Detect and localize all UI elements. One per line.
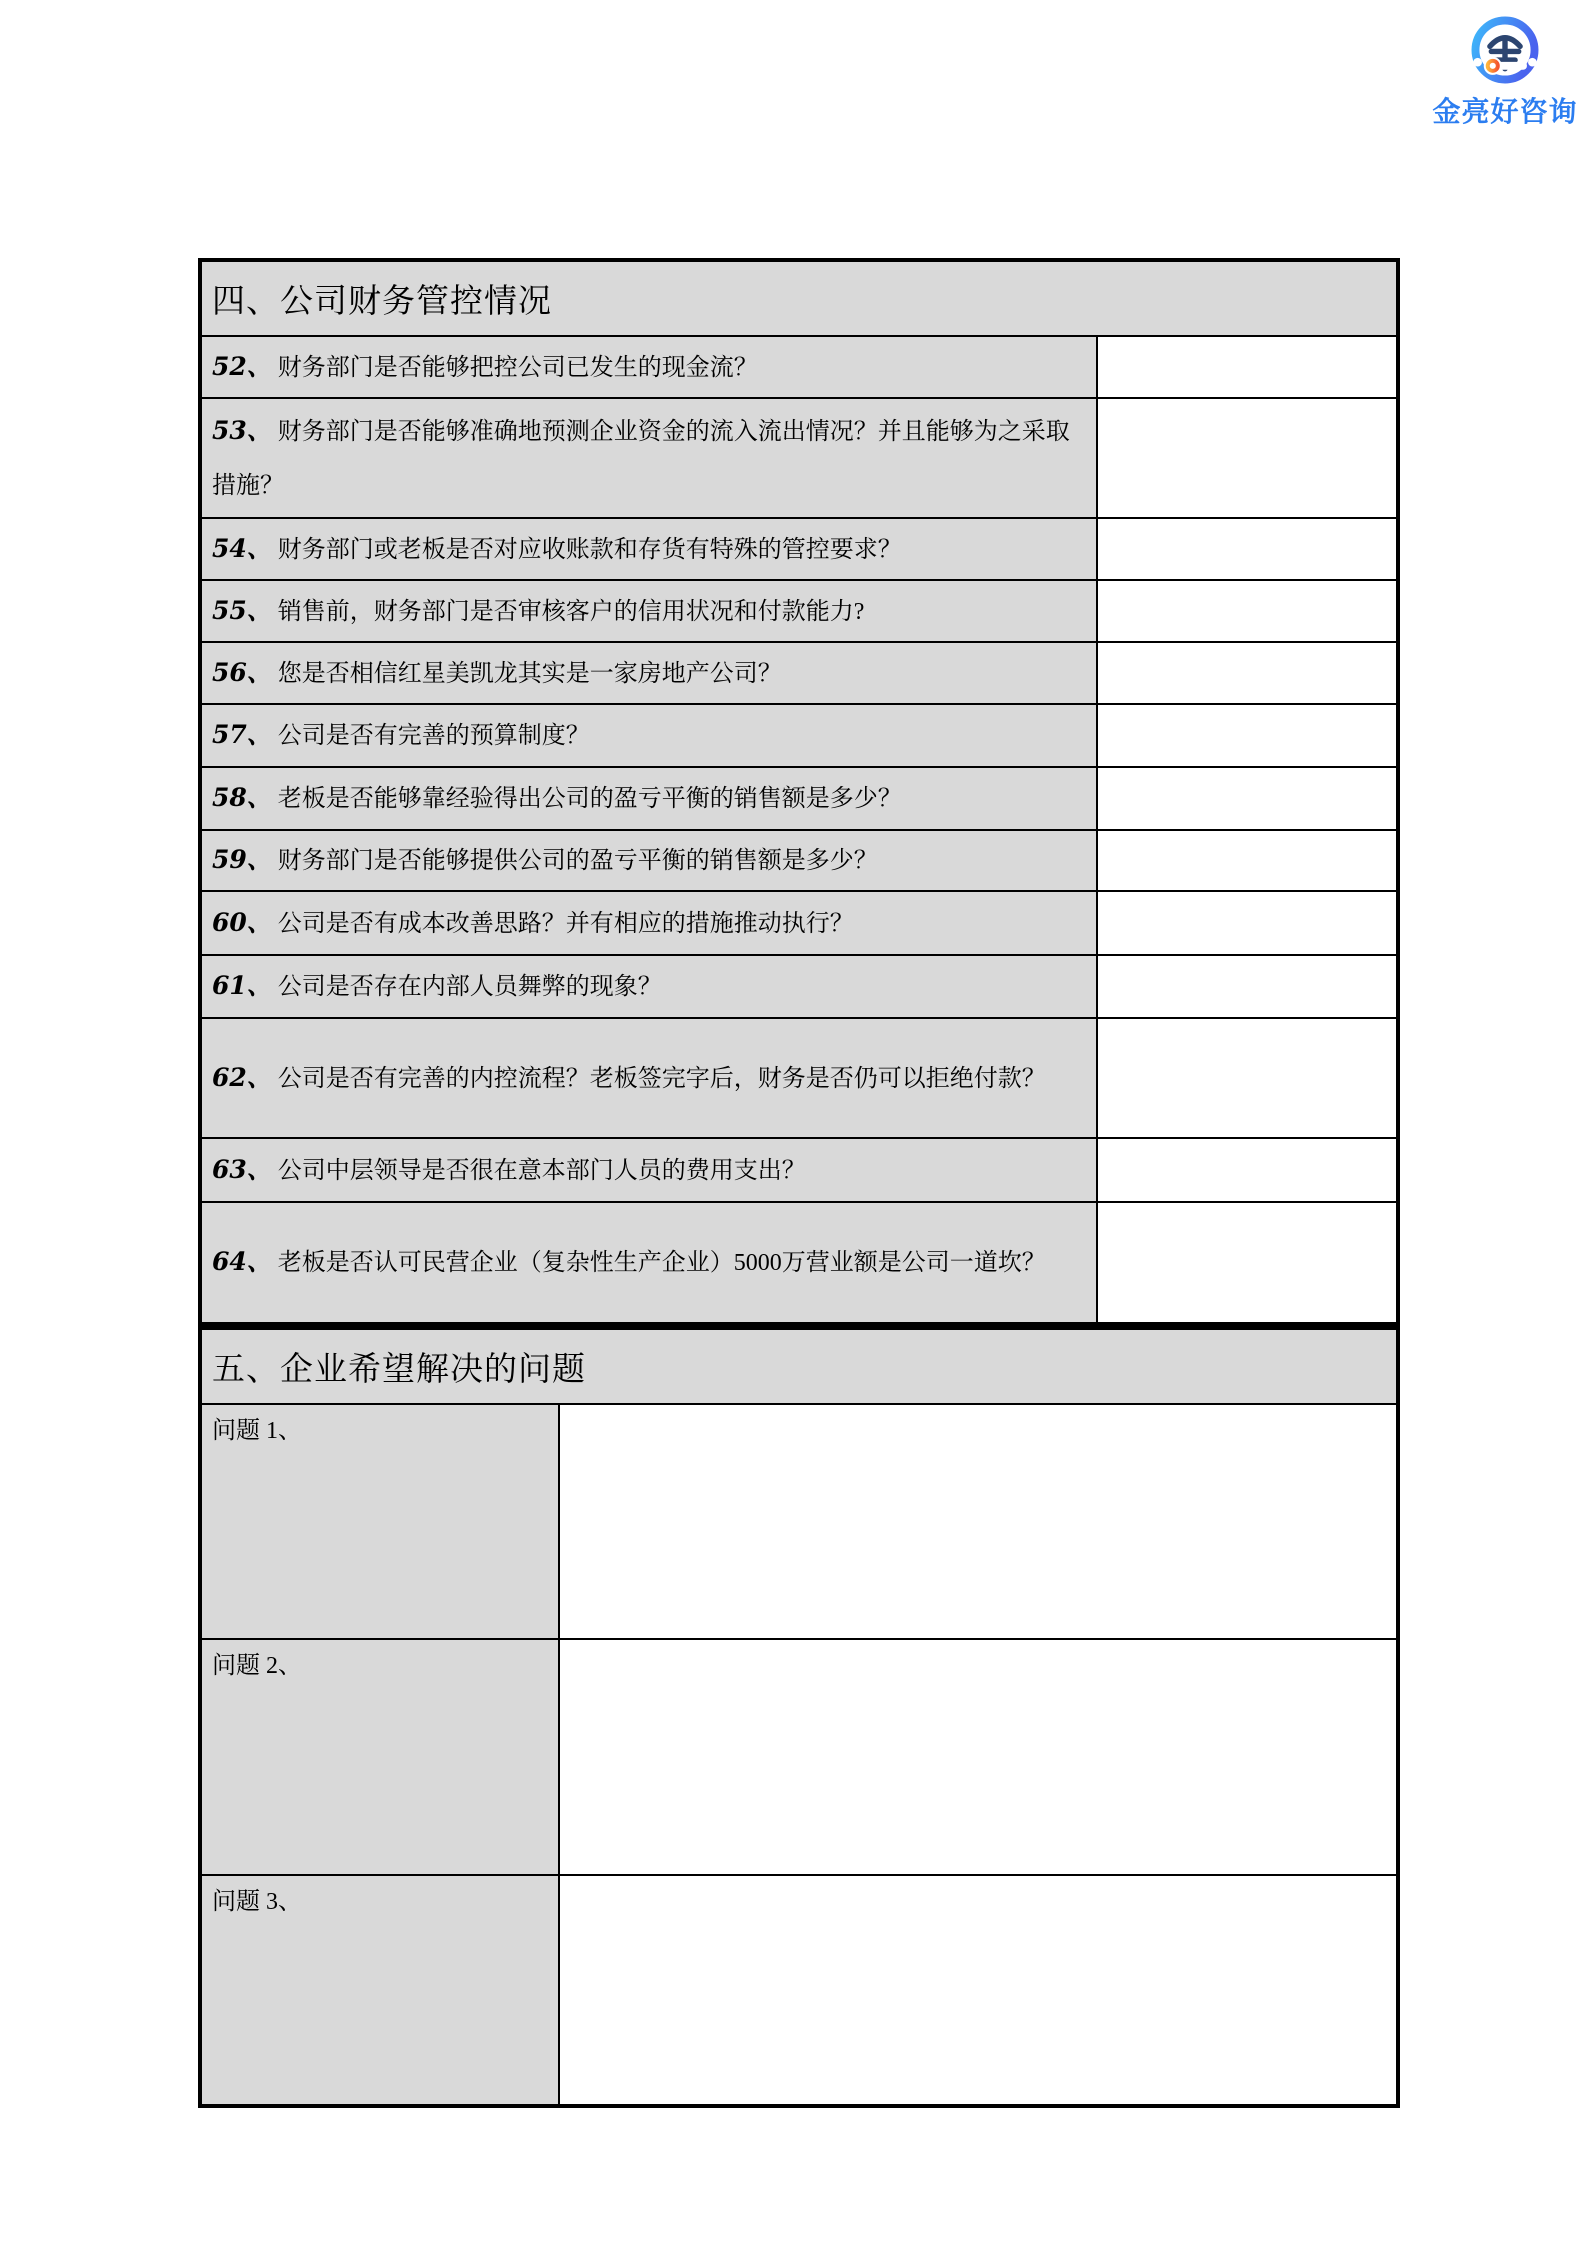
question-text: 公司是否有成本改善思路？并有相应的措施推动执行？ (277, 910, 854, 937)
question-number: 58、 (212, 783, 272, 812)
yuan-key-logo-icon (1469, 14, 1541, 86)
problem-label-cell: 问题 1、 (202, 1405, 560, 1638)
question-cell (202, 337, 1098, 397)
question-row (202, 705, 1396, 768)
question-number: 53、 (212, 415, 272, 445)
answer-cell[interactable] (1098, 892, 1396, 954)
problem-answer-cell[interactable] (560, 1405, 1396, 1638)
question-row (202, 581, 1396, 643)
question-text: 公司是否存在内部人员舞弊的现象？ (277, 974, 662, 1000)
problem-label-cell: 问题 3、 (202, 1876, 560, 2104)
question-text: 公司是否有完善的预算制度？ (277, 723, 590, 749)
question-row (202, 892, 1396, 956)
problem-row (202, 1640, 1396, 1876)
question-text: 您是否相信红星美凯龙其实是一家房地产公司？ (277, 660, 782, 687)
question-number: 60、 (212, 907, 272, 937)
question-text: 财务部门是否能够准确地预测企业资金的流入流出情况？并且能够为之采取措施？ (212, 418, 1070, 499)
question-row (202, 831, 1396, 892)
section5-header-row (202, 1330, 1396, 1405)
question-row (202, 399, 1396, 519)
question-cell (202, 892, 1098, 954)
question-number: 52、 (212, 351, 272, 381)
question-row (202, 337, 1396, 399)
question-cell (202, 643, 1098, 703)
answer-cell[interactable] (1098, 519, 1396, 579)
question-number: 59、 (212, 845, 272, 874)
question-cell (202, 1019, 1098, 1137)
answer-cell[interactable] (1098, 705, 1396, 766)
financial-control-table (198, 258, 1400, 1326)
question-cell (202, 399, 1098, 517)
question-cell (202, 519, 1098, 579)
question-cell (202, 768, 1098, 829)
question-row (202, 1019, 1396, 1139)
answer-cell[interactable] (1098, 1019, 1396, 1137)
answer-cell[interactable] (1098, 581, 1396, 641)
question-text: 销售前，财务部门是否审核客户的信用状况和付款能力? (277, 598, 865, 625)
problem-answer-cell[interactable] (560, 1640, 1396, 1874)
question-row (202, 956, 1396, 1019)
question-number: 64、 (212, 1247, 272, 1276)
question-row (202, 768, 1396, 831)
question-text: 老板是否能够靠经验得出公司的盈亏平衡的销售额是多少？ (277, 786, 902, 812)
answer-cell[interactable] (1098, 768, 1396, 829)
question-text: 财务部门或老板是否对应收账款和存货有特殊的管控要求？ (277, 536, 902, 563)
question-row (202, 519, 1396, 581)
section4-rows (202, 337, 1396, 1322)
question-number: 54、 (212, 533, 272, 563)
question-cell (202, 831, 1098, 890)
question-text: 老板是否认可民营企业（复杂性生产企业）5000万营业额是公司一道坎？ (277, 1250, 1046, 1276)
question-row (202, 1139, 1396, 1203)
question-cell (202, 1139, 1098, 1201)
problem-row (202, 1876, 1396, 2104)
question-text: 财务部门是否能够提供公司的盈亏平衡的销售额是多少？ (277, 848, 878, 874)
problem-answer-cell[interactable] (560, 1876, 1396, 2104)
brand-text: 金亮好咨询 (1432, 96, 1578, 127)
answer-cell[interactable] (1098, 1139, 1396, 1201)
question-cell (202, 1203, 1098, 1322)
section4-title: 四、公司财务管控情况 (212, 284, 552, 320)
question-cell (202, 581, 1098, 641)
section5-title: 五、企业希望解决的问题 (212, 1352, 586, 1388)
question-number: 62、 (212, 1062, 272, 1092)
question-cell (202, 705, 1098, 766)
section5-rows (202, 1405, 1396, 2104)
question-number: 61、 (212, 971, 272, 1000)
question-text: 公司是否有完善的内控流程？老板签完字后，财务是否仍可以拒绝付款？ (277, 1065, 1046, 1092)
question-row (202, 643, 1396, 705)
question-number: 56、 (212, 657, 272, 687)
question-number: 57、 (212, 720, 272, 749)
question-cell (202, 956, 1098, 1017)
question-text: 公司中层领导是否很在意本部门人员的费用支出？ (277, 1157, 806, 1184)
problem-row (202, 1405, 1396, 1640)
section4-header-row (202, 262, 1396, 337)
answer-cell[interactable] (1098, 956, 1396, 1017)
answer-cell[interactable] (1098, 643, 1396, 703)
answer-cell[interactable] (1098, 337, 1396, 397)
question-row (202, 1203, 1396, 1322)
question-text: 财务部门是否能够把控公司已发生的现金流？ (277, 354, 758, 381)
problems-table (198, 1326, 1400, 2108)
question-number: 55、 (212, 595, 272, 625)
question-number: 63、 (212, 1154, 272, 1184)
problem-label-cell: 问题 2、 (202, 1640, 560, 1874)
brand-logo (1423, 14, 1586, 130)
answer-cell[interactable] (1098, 831, 1396, 890)
answer-cell[interactable] (1098, 1203, 1396, 1322)
answer-cell[interactable] (1098, 399, 1396, 517)
